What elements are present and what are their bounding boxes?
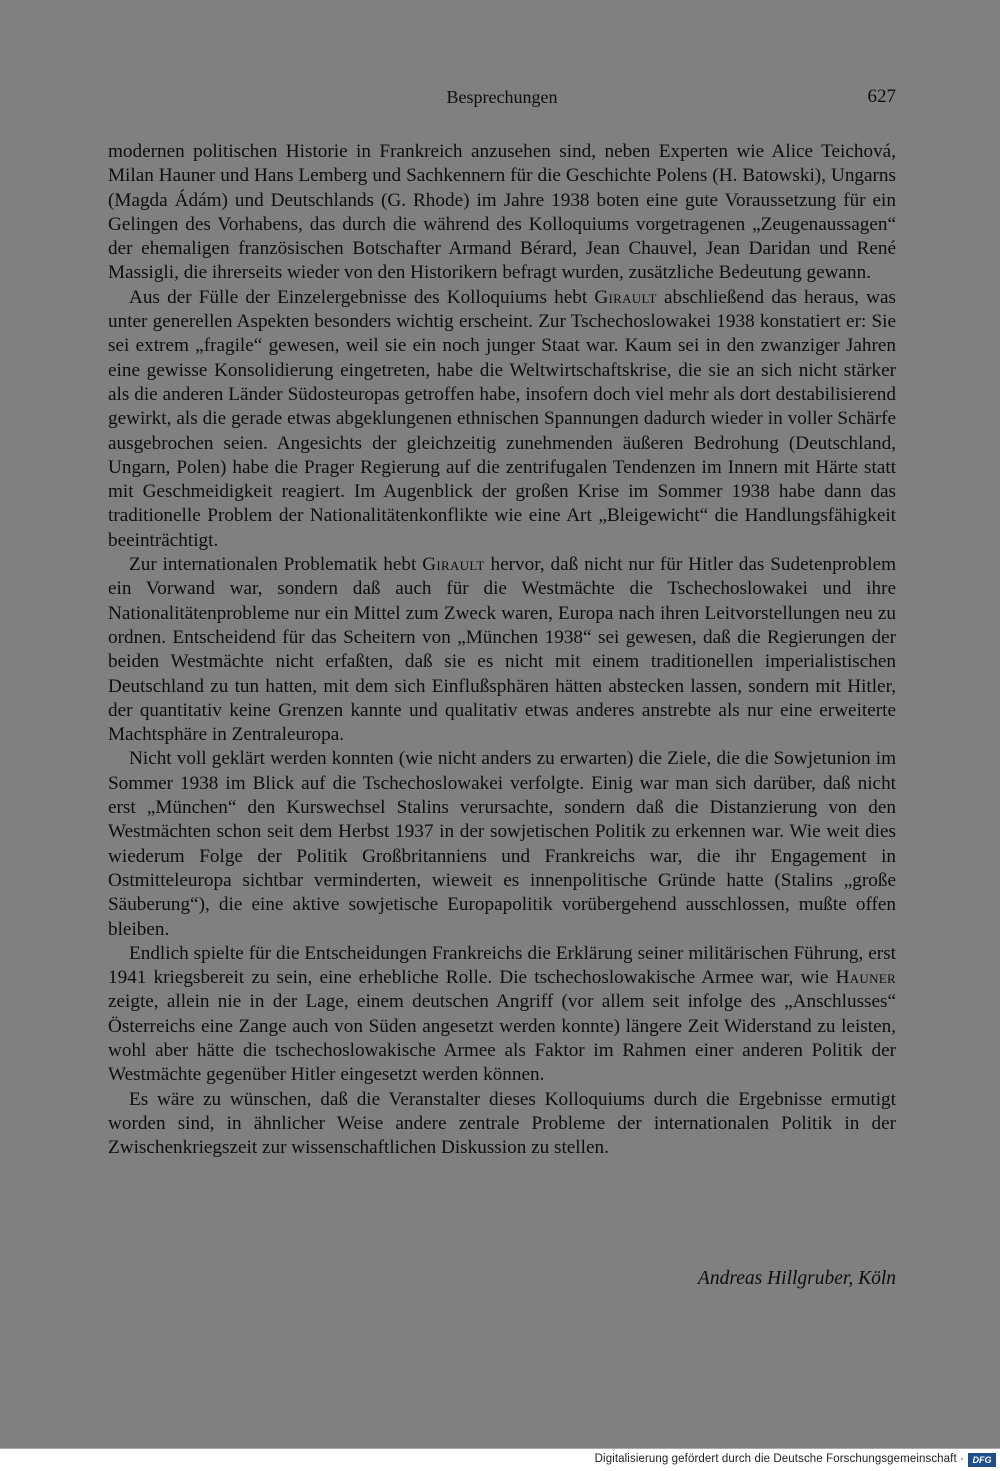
running-head (108, 84, 896, 110)
paragraph-text: Nicht voll geklärt werden konnten (wie nicht anders zu erwarten) die Ziele, die die Sowjetunion im Sommer 1938 im Blick auf die Tschechoslowakei verfolgte. Einig war man sich darüber, daß nicht erst „München“ den Kurswechsel Stalins verursachte, sondern daß die Distanzierung von den Westmächten schon seit dem Herbst 1937 in der sowjetischen Politik zu erkennen war. Wie weit dies wiederum Folge der Politik Großbritanniens und Frankreichs war, die ihr Engagement in Ostmitteleuropa sichtbar verminderten, wieweit es innenpolitische Gründe hatte (Stalins „große Säuberung“), die eine aktive sowjetische Europapolitik vorübergehend ausschlossen, mußte offen bleiben. (108, 748, 896, 940)
page-number: 627 (867, 86, 896, 107)
paragraph-text: Endlich spielte für die Entscheidungen Frankreichs die Erklärung seiner militärischen Führung, erst 1941 kriegsbereit zu sein, eine erhebliche Rolle. Die tschechoslowakische Armee war, wie (108, 942, 896, 989)
paragraph (108, 553, 896, 747)
author-name-small-caps: Hauner (835, 967, 896, 989)
body-text (108, 140, 896, 1160)
paragraph (108, 286, 896, 553)
paragraph-text: zeigte, allein nie in der Lage, einem deutschen Angriff (vor allem seit infolge des „Anschlusses“ Österreichs eine Zange auch von Süden angesetzt werden konnte) längere Zeit Widerstand zu leisten, wohl aber hätte die tschechoslowakische Armee als Faktor im Rahmen einer anderen Politik der Westmächte gegenüber Hitler eingesetzt werden können. (108, 991, 896, 1086)
running-title: Besprechungen (446, 87, 558, 107)
paragraph-text: Zur internationalen Problematik hebt (129, 554, 423, 576)
paragraph-text: Es wäre zu wünschen, daß die Veranstalter dieses Kolloquiums durch die Ergebnisse ermutigt worden sind, in ähnlicher Weise andere zentrale Probleme der internationalen Politik in der Zwischenkriegszeit zur wissenschaftlichen Diskussion zu stellen. (108, 1088, 896, 1159)
paragraph (108, 1088, 896, 1161)
funding-credit: Digitalisierung gefördert durch die Deutsche Forschungsgemeinschaft · (594, 1453, 964, 1465)
author-name-small-caps: Girault (594, 286, 657, 308)
paragraph-text: modernen politischen Historie in Frankreich anzusehen sind, neben Experten wie Alice Teichová, Milan Hauner und Hans Lemberg und Sachkennern für die Geschichte Polens (H. Batowski), Ungarns (Magda Ádám) und Deutschlands (G. Rhode) im Jahre 1938 boten eine gute Voraussetzung für ein Gelingen des Vorhabens, das durch die während des Kolloquiums vorgetragenen „Zeugenaussagen“ der ehemaligen französischen Botschafter Armand Bérard, Jean Chauvel, Jean Daridan und René Massigli, die ihrerseits wieder von den Historikern befragt wurden, zusätzliche Bedeutung gewann. (108, 141, 896, 284)
author-signature: Andreas Hillgruber, Köln (697, 1268, 896, 1289)
paragraph (108, 747, 896, 941)
author-name-small-caps: Girault (422, 554, 485, 576)
paragraph (108, 942, 896, 1088)
paragraph-text: Aus der Fülle der Einzelergebnisse des Kolloquiums hebt (129, 286, 595, 308)
digitization-footer (0, 1448, 1000, 1471)
paragraph-text: hervor, daß nicht nur für Hitler das Sudetenproblem ein Vorwand war, sondern daß auch für die Westmächte die Tschechoslowakei und ihre Nationalitätenprobleme nur ein Mittel zum Zweck waren, Europa nach ihren Leitvorstellungen neu zu ordnen. Entscheidend für das Scheitern von „München 1938“ sei gewesen, daß die Regierungen der beiden Westmächte nicht erfaßten, daß sie es nicht mit einem traditionellen imperialistischen Deutschland zu tun hatten, mit dem sich Einflußsphären hätten abstecken lassen, sondern mit Hitler, der quantitativ keine Grenzen kannte und qualitativ etwas anderes anstrebte als nur eine erweiterte Machtsphäre in Zentraleuropa. (108, 554, 897, 746)
paragraph-text: abschließend das heraus, was unter generellen Aspekten besonders wichtig erscheint. Zur Tschechoslowakei 1938 konstatiert er: Sie sei extrem „fragile“ gewesen, weil sie ein noch junger Staat war. Kaum sei in den zwanziger Jahren eine gewisse Konsolidierung eingetreten, habe die Weltwirtschaftskrise, die sie an sich nicht stärker als die anderen Länder Südosteuropas getroffen habe, insofern doch viel mehr als dort destabilisierend gewirkt, als die gerade etwas abgeklungenen ethnischen Spannungen dadurch wieder in voller Schärfe ausgebrochen seien. Angesichts der gleichzeitig zunehmenden äußeren Bedrohung (Deutschland, Ungarn, Polen) habe die Prager Regierung auf die zentrifugalen Tendenzen im Innern mit Härte statt mit Geschmeidigkeit reagiert. Im Augenblick der großen Krise im Sommer 1938 habe dann das traditionelle Problem der Nationalitätenkonflikte wie eine Art „Bleigewicht“ die Handlungsfähigkeit beeinträchtigt. (108, 286, 896, 551)
paragraph (108, 140, 896, 286)
dfg-logo-icon: DFG (968, 1453, 996, 1467)
